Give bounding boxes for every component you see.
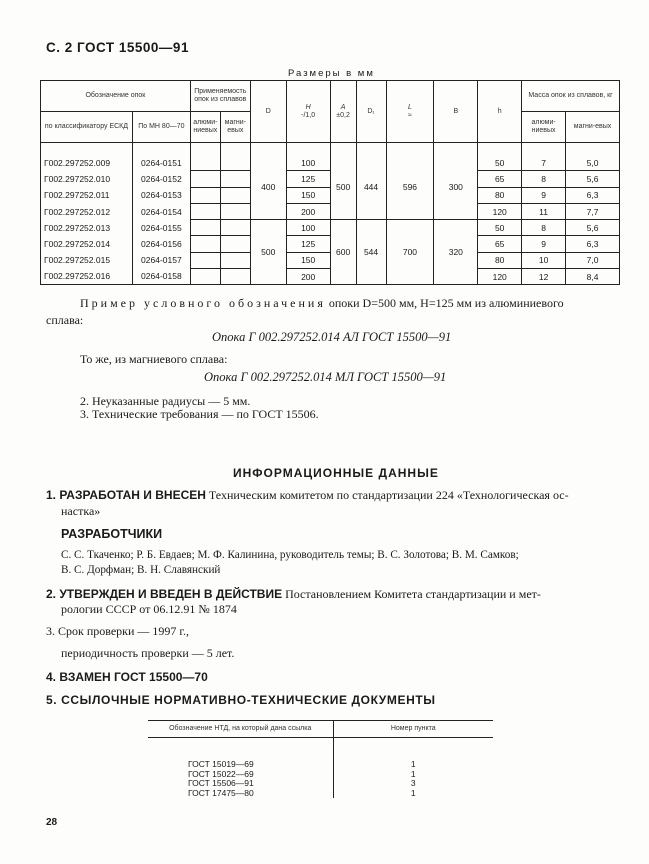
dimensions-table (40, 80, 620, 285)
developers-names-1: С. С. Ткаченко; Р. Б. Евдаев; М. Ф. Калинина, руководитель темы; В. С. Золотова; В. М. Самков; (61, 549, 519, 561)
page-header: С. 2 ГОСТ 15500—91 (46, 40, 189, 55)
section-approved: 2. УТВЕРЖДЕН И ВВЕДЕН В ДЕЙСТВИЕ Постановлением Комитета стандартизации и мет- (46, 587, 541, 601)
cell-alum (190, 236, 220, 252)
header-eskd: по классификатору ЕСКД (41, 112, 133, 143)
cell-magn (220, 171, 250, 187)
table-row (41, 236, 620, 252)
cell-B: 320 (434, 220, 478, 285)
cell-mass-alum: 8 (522, 220, 566, 236)
cell-eskd: Г002.297252.015 (41, 252, 133, 268)
references-table (148, 720, 493, 798)
cell-h: 65 (478, 171, 522, 187)
cell-mn: 0264-0155 (132, 220, 190, 236)
table-row (41, 269, 620, 285)
cell-mn: 0264-0151 (132, 143, 190, 171)
cell-eskd: Г002.297252.009 (41, 143, 133, 171)
ref-doc: ГОСТ 15506—91 (148, 779, 333, 789)
list-item (148, 789, 493, 799)
header-mass: Масса опок из сплавов, кг (522, 81, 620, 112)
cell-h: 80 (478, 187, 522, 203)
cell-eskd: Г002.297252.016 (41, 269, 133, 285)
note-radii: 2. Неуказанные радиусы — 5 мм. (80, 394, 251, 408)
cell-L: 700 (386, 220, 434, 285)
cell-mass-alum: 11 (522, 203, 566, 219)
ref-doc: ГОСТ 17475—80 (148, 789, 333, 799)
cell-mass-magn: 7,0 (566, 252, 620, 268)
ref-item: 1 (410, 768, 416, 779)
cell-alum (190, 171, 220, 187)
cell-alum (190, 187, 220, 203)
cell-alum (190, 203, 220, 219)
cell-H: 100 (286, 220, 330, 236)
cell-mass-alum: 9 (522, 236, 566, 252)
ref-doc: ГОСТ 15022—69 (148, 770, 333, 780)
note-tech-req: 3. Технические требования — по ГОСТ 15506. (80, 407, 319, 421)
cell-mass-magn: 6,3 (566, 187, 620, 203)
section-replaces: 4. ВЗАМЕН ГОСТ 15500—70 (46, 670, 208, 684)
header-D: D (250, 81, 286, 143)
header-magn: магни-евых (220, 112, 250, 143)
cell-mn: 0264-0157 (132, 252, 190, 268)
cell-h: 65 (478, 236, 522, 252)
cell-D1: 544 (356, 220, 386, 285)
header-applicability: Применяемость опок из сплавов (190, 81, 250, 112)
cell-mass-alum: 10 (522, 252, 566, 268)
table-row (41, 171, 620, 187)
table-row (41, 252, 620, 268)
cell-mass-alum: 7 (522, 143, 566, 171)
example-line-cont: сплава: (46, 313, 84, 327)
header-B: B (434, 81, 478, 143)
cell-H: 200 (286, 203, 330, 219)
cell-mn: 0264-0152 (132, 171, 190, 187)
cell-A: 500 (330, 143, 356, 220)
cell-alum (190, 269, 220, 285)
cell-eskd: Г002.297252.013 (41, 220, 133, 236)
cell-mn: 0264-0153 (132, 187, 190, 203)
cell-H: 125 (286, 236, 330, 252)
cell-magn (220, 187, 250, 203)
cell-mass-alum: 12 (522, 269, 566, 285)
cell-h: 120 (478, 203, 522, 219)
designation-aluminium: Опока Г 002.297252.014 АЛ ГОСТ 15500—91 (212, 330, 452, 344)
cell-mass-alum: 9 (522, 187, 566, 203)
cell-h: 50 (478, 220, 522, 236)
cell-eskd: Г002.297252.014 (41, 236, 133, 252)
page-number: 28 (46, 817, 58, 828)
section-approved-cont: рологии СССР от 06.12.91 № 1874 (61, 602, 237, 616)
cell-h: 80 (478, 252, 522, 268)
cell-A: 600 (330, 220, 356, 285)
cell-D1: 444 (356, 143, 386, 220)
cell-magn (220, 252, 250, 268)
header-L: L ≈ (386, 81, 434, 143)
header-mass-magn: магни-евых (566, 112, 620, 143)
section-developed-cont: настка» (61, 504, 101, 518)
header-D1: D₁ (356, 81, 386, 143)
cell-mass-magn: 5,0 (566, 143, 620, 171)
refs-header-item: Номер пункта (333, 721, 493, 738)
header-H: H -/1,0 (286, 81, 330, 143)
table-row (41, 220, 620, 236)
cell-eskd: Г002.297252.010 (41, 171, 133, 187)
cell-alum (190, 252, 220, 268)
info-title: ИНФОРМАЦИОННЫЕ ДАННЫЕ (233, 466, 439, 480)
cell-mass-magn: 8,4 (566, 269, 620, 285)
developers-title: РАЗРАБОТЧИКИ (61, 527, 163, 541)
ref-item: 1 (410, 759, 416, 769)
header-A: A ±0,2 (330, 81, 356, 143)
ref-item: 3 (410, 778, 416, 788)
cell-H: 100 (286, 143, 330, 171)
cell-mass-magn: 5,6 (566, 171, 620, 187)
cell-H: 150 (286, 252, 330, 268)
header-mass-alum: алюми-ниевых (522, 112, 566, 143)
cell-H: 125 (286, 171, 330, 187)
section-review: 3. Срок проверки — 1997 г., (46, 624, 189, 638)
cell-mass-alum: 8 (522, 171, 566, 187)
designation-magnesium: Опока Г 002.297252.014 МЛ ГОСТ 15500—91 (204, 370, 447, 384)
table-row (41, 187, 620, 203)
cell-D: 500 (250, 220, 286, 285)
cell-H: 150 (286, 187, 330, 203)
cell-magn (220, 220, 250, 236)
section-developed: 1. РАЗРАБОТАН И ВНЕСЕН Техническим комитетом по стандартизации 224 «Технологическая ос- (46, 488, 569, 502)
cell-eskd: Г002.297252.012 (41, 203, 133, 219)
header-alum: алюми-ниевых (190, 112, 220, 143)
cell-mn: 0264-0156 (132, 236, 190, 252)
ref-doc: ГОСТ 15019—69 (148, 738, 333, 770)
cell-h: 50 (478, 143, 522, 171)
same-magnesium: То же, из магниевого сплава: (80, 352, 228, 366)
cell-B: 300 (434, 143, 478, 220)
sizes-caption: Размеры в мм (288, 68, 375, 79)
table-row (41, 203, 620, 219)
cell-magn (220, 143, 250, 171)
cell-D: 400 (250, 143, 286, 220)
section-review-period: периодичность проверки — 5 лет. (61, 646, 235, 660)
cell-mn: 0264-0158 (132, 269, 190, 285)
cell-mass-magn: 7,7 (566, 203, 620, 219)
list-item (148, 738, 493, 770)
header-designation: Обозначение опок (41, 81, 191, 112)
cell-mass-magn: 5,6 (566, 220, 620, 236)
header-mn: По МН 80—70 (132, 112, 190, 143)
cell-alum (190, 220, 220, 236)
cell-eskd: Г002.297252.011 (41, 187, 133, 203)
refs-header-doc: Обозначение НТД, на который дана ссылка (148, 721, 333, 738)
cell-mn: 0264-0154 (132, 203, 190, 219)
cell-mass-magn: 6,3 (566, 236, 620, 252)
example-line: Пример условного обозначения опоки D=500 мм, H=125 мм из алюминиевого (80, 296, 564, 310)
cell-alum (190, 143, 220, 171)
cell-h: 120 (478, 269, 522, 285)
cell-L: 596 (386, 143, 434, 220)
cell-magn (220, 269, 250, 285)
cell-magn (220, 236, 250, 252)
developers-names-2: В. С. Дорфман; В. Н. Славянский (61, 564, 221, 576)
ref-item: 1 (410, 787, 416, 798)
section-references: 5. ССЫЛОЧНЫЕ НОРМАТИВНО-ТЕХНИЧЕСКИЕ ДОКУМЕНТЫ (46, 693, 436, 707)
header-h: h (478, 81, 522, 143)
cell-magn (220, 203, 250, 219)
cell-H: 200 (286, 269, 330, 285)
table-row (41, 143, 620, 171)
